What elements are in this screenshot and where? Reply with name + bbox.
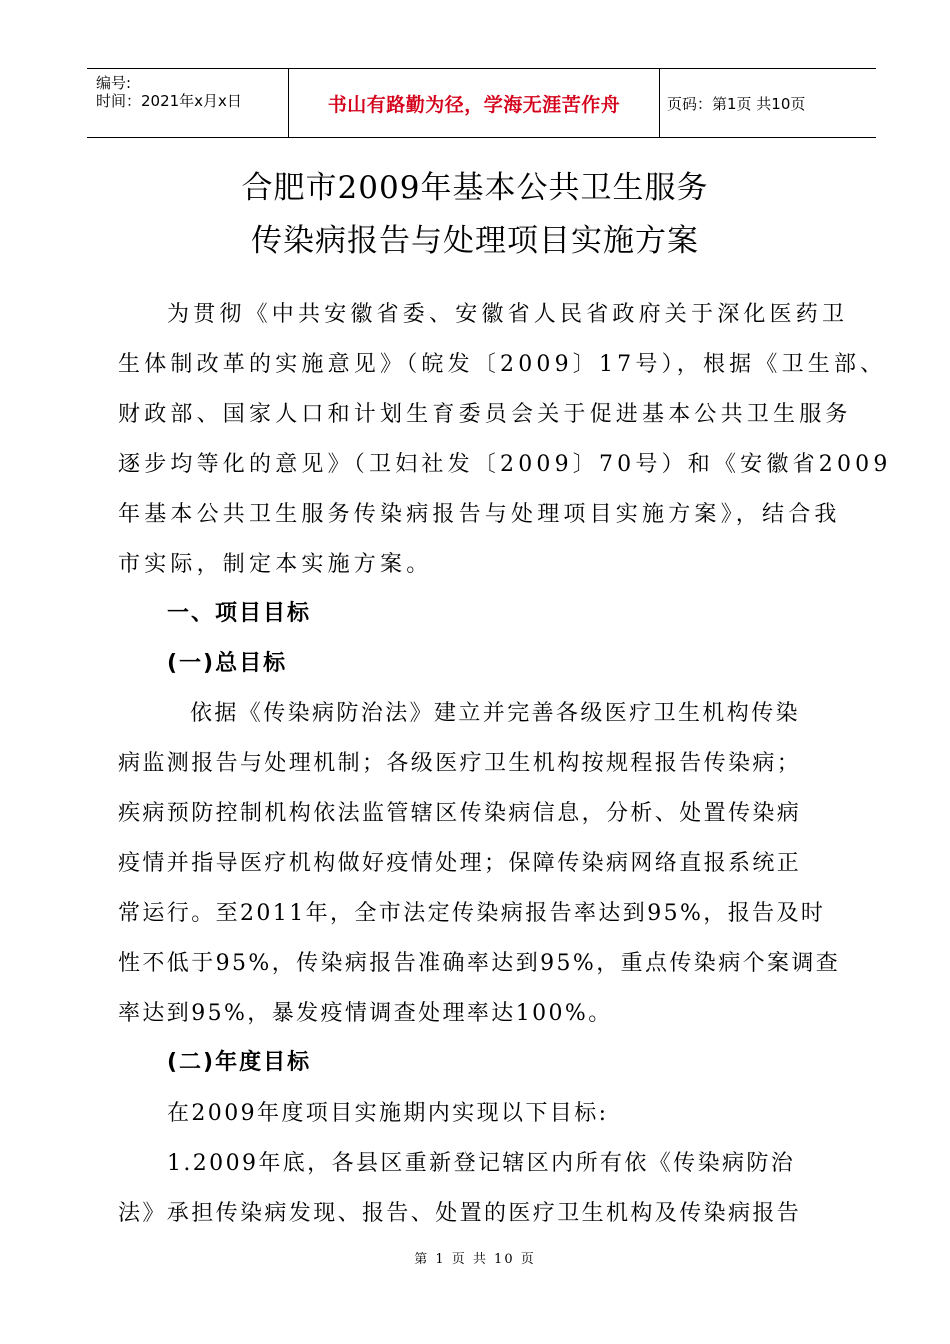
body-line: 在2009年度项目实施期内实现以下目标: [167,1101,609,1126]
body-line: 性不低于95%，传染病报告准确率达到95%，重点传染病个案调查 [118,951,841,976]
subsection-heading: (二)年度目标 [167,1050,312,1075]
body-line: 1.2009年底，各县区重新登记辖区内所有依《传染病防治 [167,1151,796,1176]
header-divider [659,69,660,137]
intro-line: 逐步均等化的意见》（卫妇社发〔2009〕70号）和《安徽省2009 [118,452,892,477]
document-title-line1: 合肥市2009年基本公共卫生服务 [241,170,709,206]
header-page-info: 页码：第1页 共10页 [667,94,806,113]
header-table [87,68,876,138]
intro-line: 财政部、国家人口和计划生育委员会关于促进基本公共卫生服务 [118,402,852,427]
body-line: 常运行。至2011年，全市法定传染病报告率达到95%，报告及时 [118,901,826,926]
header-meta-cell [87,69,287,137]
intro-line: 市实际，制定本实施方案。 [118,552,433,577]
date-line: 时间：2021年x月x日 [96,92,242,110]
body-line: 病监测报告与处理机制；各级医疗卫生机构按规程报告传染病； [118,751,802,776]
page-footer: 第 1 页 共 10 页 [414,1252,536,1267]
body-line: 法》承担传染病发现、报告、处置的医疗卫生机构及传染病报告 [118,1201,802,1226]
intro-line: 年基本公共卫生服务传染病报告与处理项目实施方案》，结合我 [118,502,841,527]
subsection-heading: (一)总目标 [167,651,288,676]
body-line: 疾病预防控制机构依法监管辖区传染病信息，分析、处置传染病 [118,801,802,826]
number-label: 编号: [96,74,132,92]
body-line: 疫情并指导医疗机构做好疫情处理；保障传染病网络直报系统正 [118,851,802,876]
body-line: 依据《传染病防治法》建立并完善各级医疗卫生机构传染 [190,701,801,726]
intro-line: 为贯彻《中共安徽省委、安徽省人民省政府关于深化医药卫 [167,302,849,327]
header-motto: 书山有路勤为径，学海无涯苦作舟 [327,93,621,116]
document-title-line2: 传染病报告与处理项目实施方案 [251,223,699,259]
intro-line: 生体制改革的实施意见》（皖发〔2009〕17号），根据《卫生部、 [118,352,887,377]
body-line: 率达到95%，暴发疫情调查处理率达100%。 [118,1001,613,1026]
section-heading: 一、项目目标 [167,601,312,626]
